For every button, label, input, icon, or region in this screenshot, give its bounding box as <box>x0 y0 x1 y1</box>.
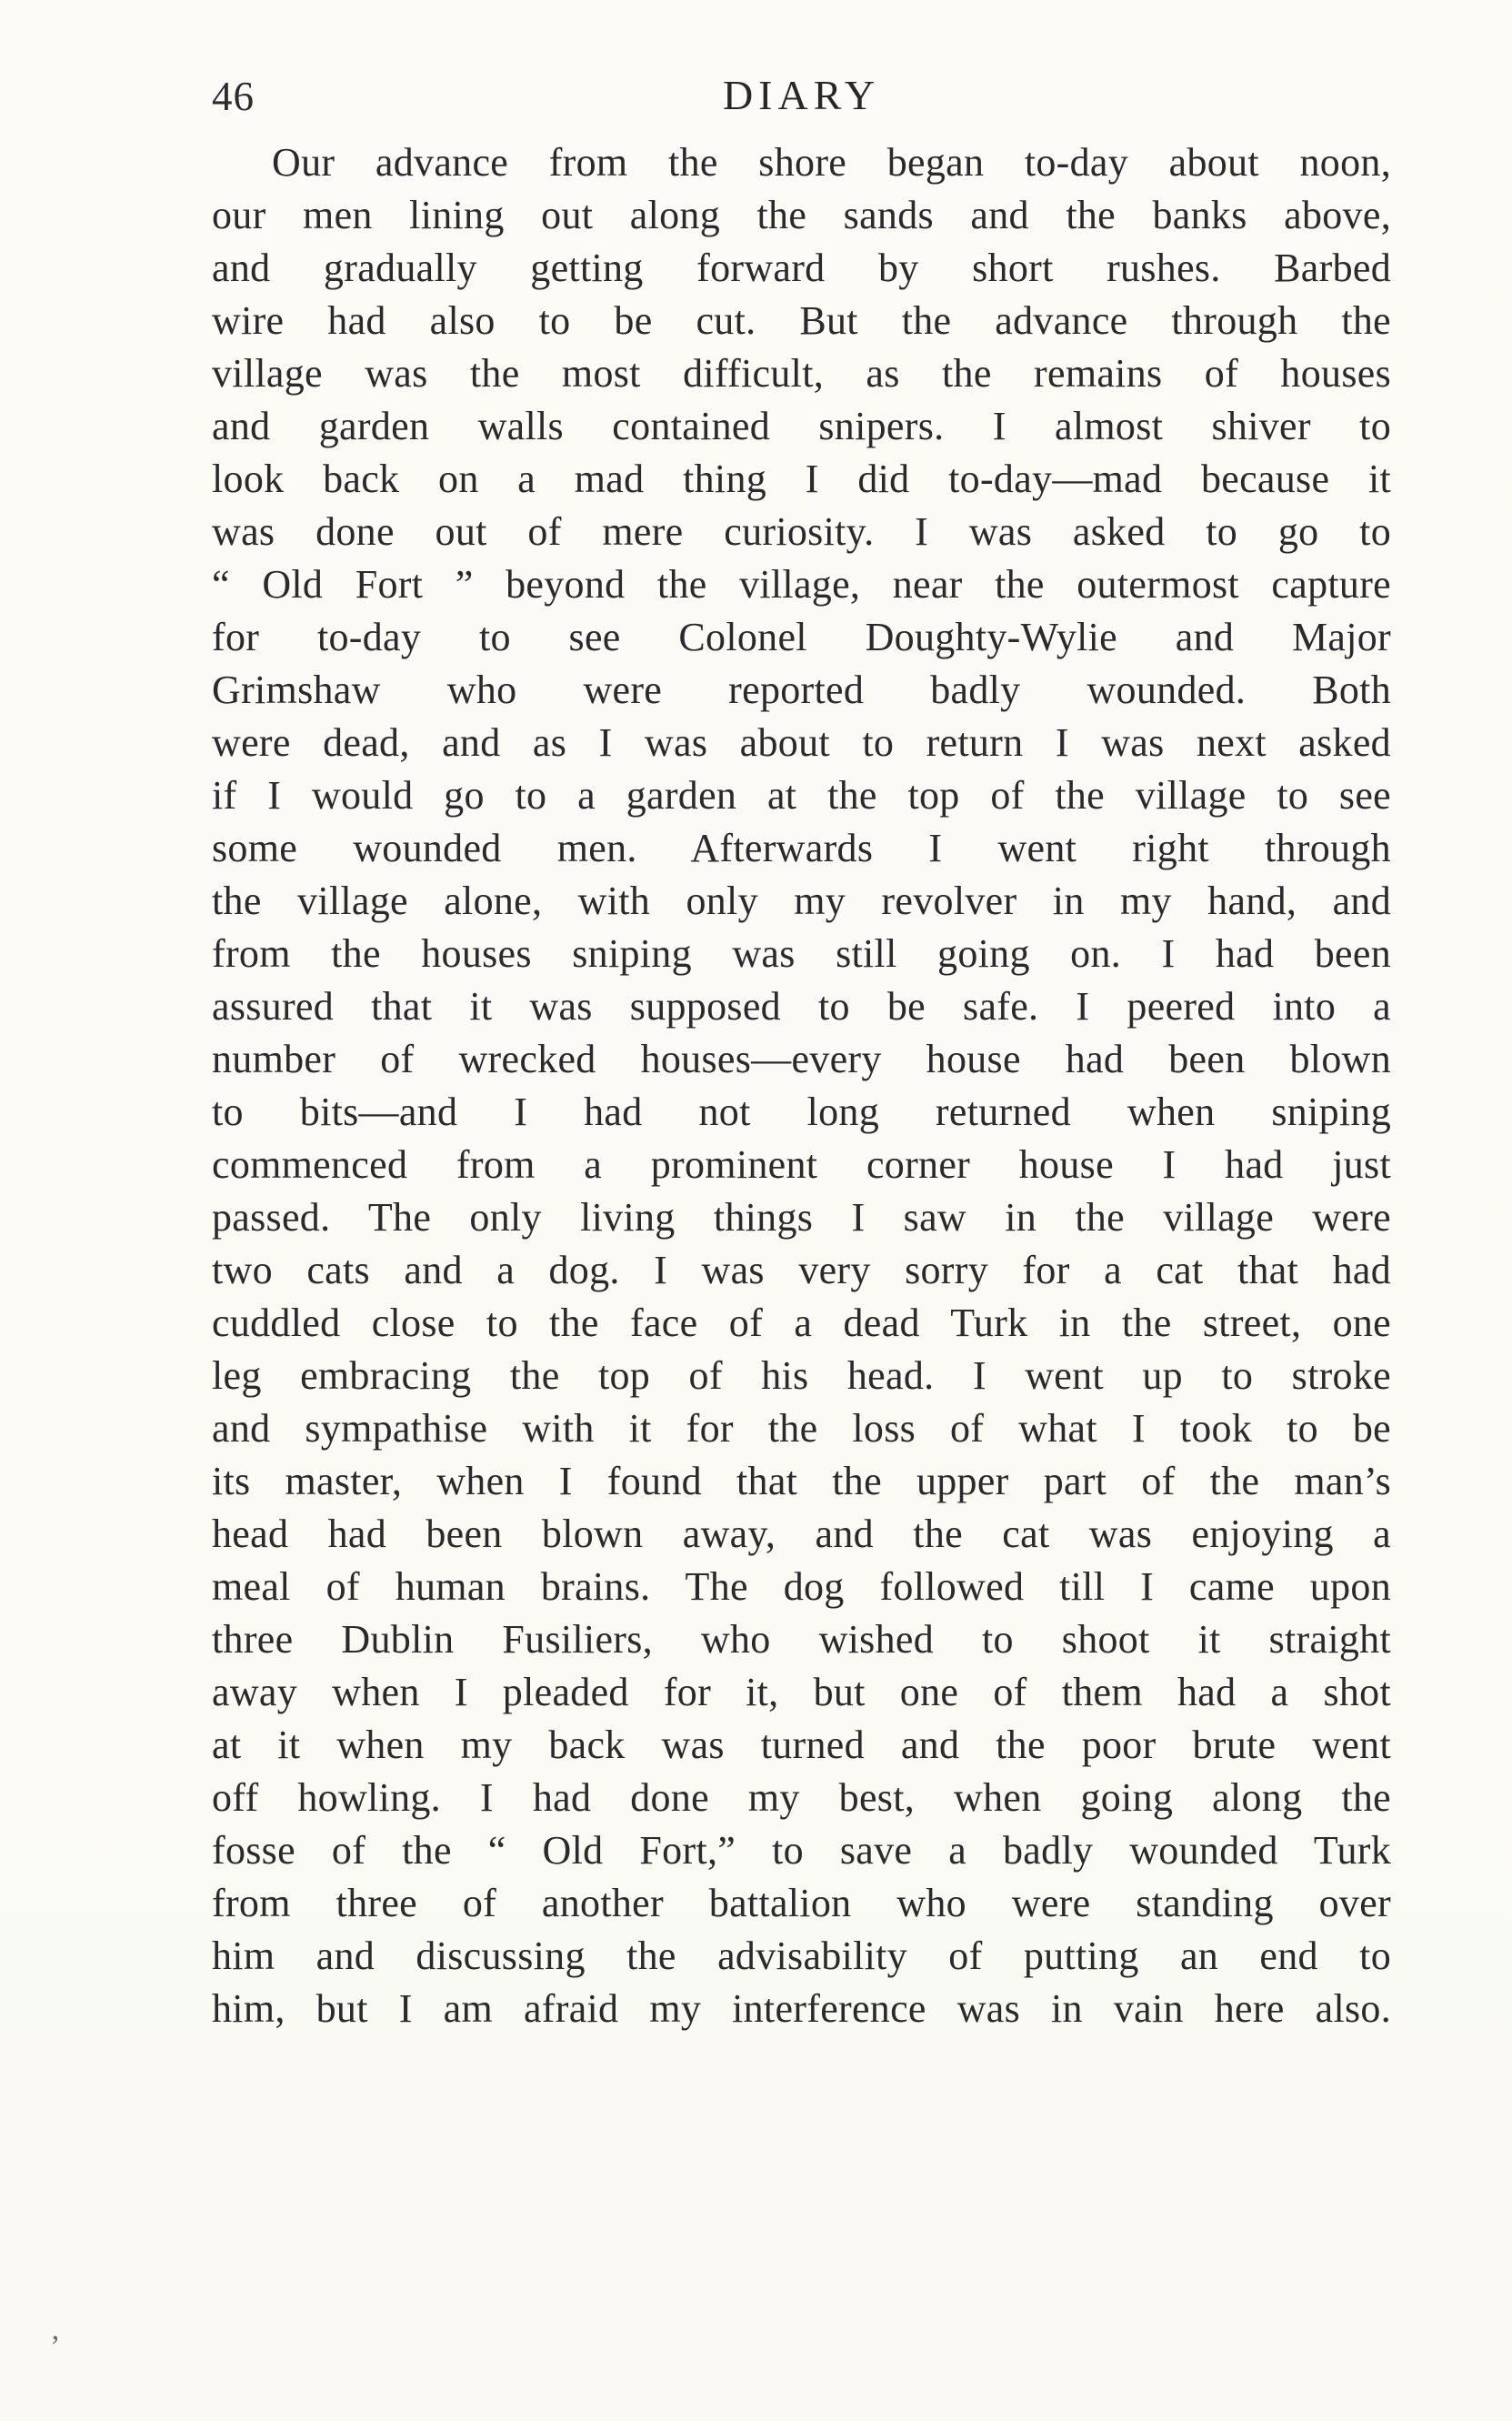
text-line: fosse of the “ Old Fort,” to save a badly wounded Turk <box>212 1828 1391 1873</box>
text-line: two cats and a dog. I was very sorry for a cat that had <box>212 1248 1391 1292</box>
text-line: our men lining out along the sands and the banks above, <box>212 193 1391 237</box>
text-line: wire had also to be cut. But the advance through the <box>212 298 1391 343</box>
running-head-title: DIARY <box>722 72 881 118</box>
text-line: village was the most difficult, as the remains of houses <box>212 351 1391 396</box>
text-line: were dead, and as I was about to return I was next asked <box>212 720 1391 765</box>
text-line: from three of another battalion who were standing over <box>212 1881 1391 1925</box>
text-line: at it when my back was turned and the poor brute went <box>212 1723 1391 1767</box>
text-line: commenced from a prominent corner house I had just <box>212 1142 1391 1187</box>
text-line: head had been blown away, and the cat was enjoying a <box>212 1512 1391 1556</box>
text-line: Our advance from the shore began to-day about noon, <box>272 140 1391 185</box>
text-line: its master, when I found that the upper part of the man’s <box>212 1459 1391 1503</box>
page-header <box>212 71 1391 126</box>
text-line: him, but I am afraid my interference was in vain here also. <box>212 1986 1391 2031</box>
page-number: 46 <box>212 74 255 119</box>
text-line: to bits—and I had not long returned when sniping <box>212 1090 1391 1134</box>
text-line: and sympathise with it for the loss of what I took to be <box>212 1406 1391 1451</box>
text-line: from the houses sniping was still going on. I had been <box>212 931 1391 976</box>
text-line: some wounded men. Afterwards I went right through <box>212 826 1391 870</box>
text-line: look back on a mad thing I did to-day—mad because it <box>212 457 1391 501</box>
text-line: if I would go to a garden at the top of the village to see <box>212 773 1391 818</box>
text-line: meal of human brains. The dog followed till I came upon <box>212 1564 1391 1609</box>
text-line: three Dublin Fusiliers, who wished to shoot it straight <box>212 1617 1391 1662</box>
text-line: cuddled close to the face of a dead Turk in the street, one <box>212 1301 1391 1345</box>
text-line: number of wrecked houses—every house had been blown <box>212 1037 1391 1081</box>
text-line: the village alone, with only my revolver in my hand, and <box>212 879 1391 923</box>
text-line: was done out of mere curiosity. I was asked to go to <box>212 509 1391 554</box>
page-body-text <box>212 136 1391 2035</box>
text-line: off howling. I had done my best, when going along the <box>212 1775 1391 1820</box>
text-line: and gradually getting forward by short rushes. Barbed <box>212 246 1391 290</box>
text-line: Grimshaw who were reported badly wounded. Both <box>212 668 1391 712</box>
text-line: and garden walls contained snipers. I almost shiver to <box>212 404 1391 448</box>
text-line: for to-day to see Colonel Doughty-Wylie and Major <box>212 615 1391 659</box>
print-artifact-mark: ʼ <box>50 2330 61 2364</box>
text-line: leg embracing the top of his head. I went up to stroke <box>212 1353 1391 1398</box>
text-line: away when I pleaded for it, but one of them had a shot <box>212 1670 1391 1714</box>
text-line: him and discussing the advisability of putting an end to <box>212 1934 1391 1978</box>
text-line: assured that it was supposed to be safe. I peered into a <box>212 984 1391 1029</box>
text-line: “ Old Fort ” beyond the village, near the outermost capture <box>212 562 1391 607</box>
text-line: passed. The only living things I saw in the village were <box>212 1195 1391 1240</box>
